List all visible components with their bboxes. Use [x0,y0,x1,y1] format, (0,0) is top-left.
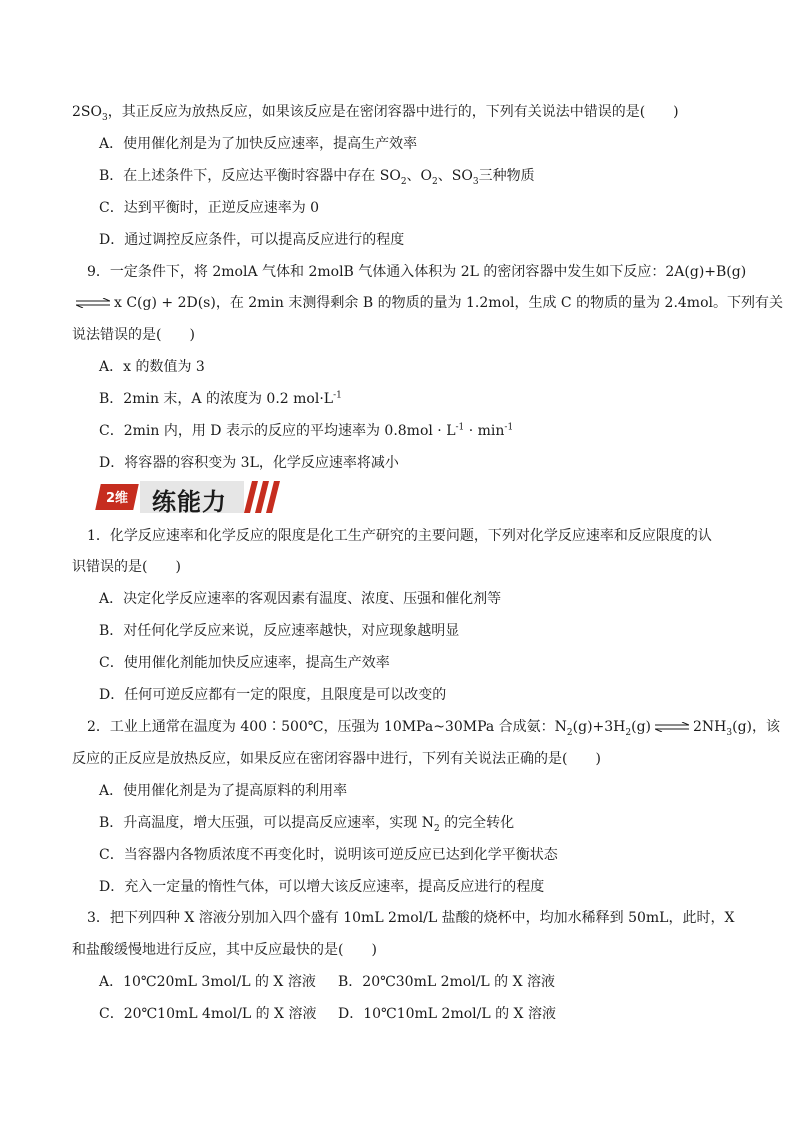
option-b: B．2min 末，A 的浓度为 0.2 $mol\cdot L^{-1}$ [99,390,342,407]
option-c: C．当容器内各物质浓度不再变化时，说明该可逆反应已达到化学平衡状态 [99,847,558,863]
section-banner [98,481,288,516]
practice-2-stem-line2: 反应的正反应是放热反应，如果反应在密闭容器中进行，下列有关说法正确的是( ) [72,751,601,767]
equilibrium-arrow-icon [655,722,689,732]
option-a: A．决定化学反应速率的客观因素有温度、浓度、压强和催化剂等 [99,591,502,607]
option-b: B．20℃30mL 2mol/L 的 X 溶液 [338,974,556,990]
option-d: D．10℃10mL 2mol/L 的 X 溶液 [338,1006,556,1022]
option-c: C．2min 内，用 D 表示的反应的平均速率为 $0.8mol \cdot L^{-1} \cdot \min^{-1}$ [99,422,514,439]
option-c: C．使用催化剂能加快反应速率，提高生产效率 [99,655,390,671]
option-c: C．达到平衡时，正逆反应速率为 0 [99,200,320,216]
question-stem-continued: $2SO_3$，其正反应为放热反应，如果该反应是在密闭容器中进行的，下列有关说法中错误的是( ) [72,104,679,123]
option-d: D．通过调控反应条件，可以提高反应进行的程度 [99,232,405,248]
option-d: D．将容器的容积变为 3L，化学反应速率将减小 [99,455,399,471]
practice-1-stem-line2: 识错误的是( ) [72,559,181,575]
option-d: D．任何可逆反应都有一定的限度，且限度是可以改变的 [99,687,447,703]
option-c: C．20℃10mL 4mol/L 的 X 溶液 [99,1006,317,1022]
practice-3-stem: 3．把下列四种 X 溶液分别加入四个盛有 10mL 2mol/L 盐酸的烧杯中，均加水稀释到 50mL，此时，X [87,910,735,926]
practice-1-stem: 1．化学反应速率和化学反应的限度是化工生产研究的主要问题，下列对化学反应速率和反应限度的认 [87,528,712,544]
question-9-stem-line3: 说法错误的是( ) [72,327,195,343]
level-badge-text: 2维 [106,491,129,506]
option-b: B．升高温度，增大压强，可以提高反应速率，实现 $N_2$ 的完全转化 [99,815,515,834]
option-b: B．对任何化学反应来说，反应速率越快，对应现象越明显 [99,623,460,639]
option-b: B．在上述条件下，反应达平衡时容器中存在 $SO_2$、$O_2$、$SO_3$三种物质 [99,168,535,187]
practice-2-stem: 2．工业上通常在温度为 400∶500℃，压强为 10MPa~30MPa 合成氨：$N_2(g)+3H_2(g)$ $2NH_3(g)$，该 [87,719,781,738]
option-a: A．10℃20mL 3mol/L 的 X 溶液 [99,974,316,990]
option-a: A．使用催化剂是为了加快反应速率，提高生产效率 [99,136,418,152]
question-9-stem-line2: x C(g) + 2D(s)，在 2min 末测得剩余 B 的物质的量为 1.2mol，生成 C 的物质的量为 2.4mol。下列有关 [72,294,783,312]
option-d: D．充入一定量的惰性气体，可以增大该反应速率，提高反应进行的程度 [99,879,545,895]
practice-3-stem-line2: 和盐酸缓慢地进行反应，其中反应最快的是( ) [72,942,377,958]
option-a: A．使用催化剂是为了提高原料的利用率 [99,783,348,799]
section-title: 练能力 [152,488,227,516]
question-9-stem: 9．一定条件下，将 2molA 气体和 2molB 气体通入体积为 2L 的密闭容器中发生如下反应：2A(g)+B(g) [87,264,747,280]
equilibrium-arrow-icon [76,298,110,308]
option-a: A．x 的数值为 3 [99,359,205,375]
stripes-decoration-icon [244,481,284,513]
